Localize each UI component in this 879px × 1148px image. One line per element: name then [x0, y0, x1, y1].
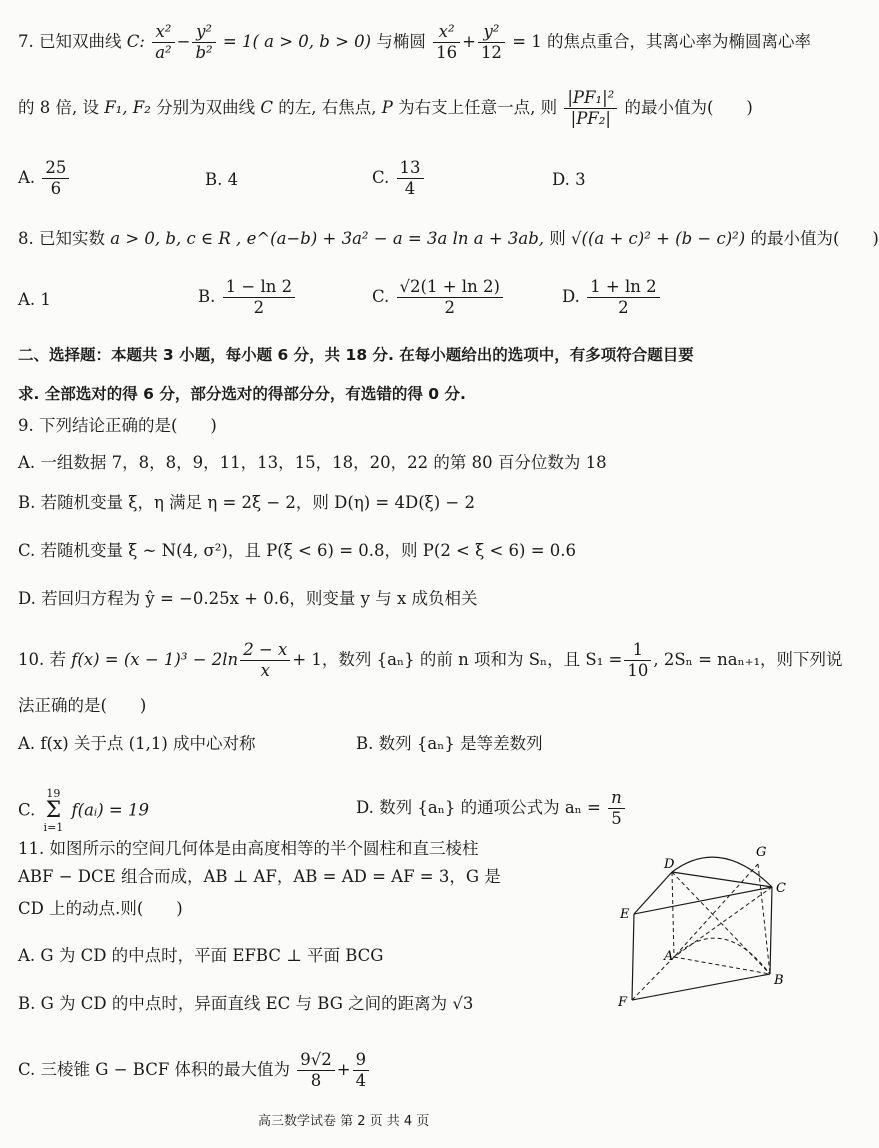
label-c: C: [776, 881, 786, 896]
q10-stem: 10. 若 f(x) = (x − 1)³ − 2ln $\frac{2 - x}{x}$ + 1，数列 {aₙ} 的前 n 项和为 Sₙ，且 S₁ = $\frac{1}{10}$ , 2Sₙ = naₙ₊₁，则下列说: [18, 640, 843, 680]
q10-option-b: B. 数列 {aₙ} 是等差数列: [356, 734, 543, 753]
q7-option-d: D. 3: [552, 170, 586, 189]
q11-option-a: A. G 为 CD 的中点时，平面 EFBC ⊥ 平面 BCG: [18, 946, 384, 965]
q9-stem: 9. 下列结论正确的是( ): [18, 416, 217, 435]
q9-option-d: D. 若回归方程为 ŷ = −0.25x + 0.6，则变量 y 与 x 成负相关: [18, 589, 478, 608]
q8-option-b: B. $\frac{1 - \ln 2}{2}$: [198, 277, 297, 318]
q7-option-c: C. $\frac{13}{4}$: [372, 158, 426, 199]
q11-line3: CD 上的动点.则( ): [18, 899, 183, 918]
q10-option-a: A. f(x) 关于点 (1,1) 成中心对称: [18, 734, 256, 753]
q11-option-b: B. G 为 CD 的中点时，异面直线 EC 与 BG 之间的距离为 √3: [18, 994, 474, 1013]
q9-option-a: A. 一组数据 7，8，8，9，11，13，15，18，20，22 的第 80 百分位数为 18: [18, 453, 607, 472]
geometry-figure: [612, 842, 802, 1014]
q10-line2: 法正确的是( ): [18, 696, 147, 715]
edge-ef: [632, 914, 634, 1000]
edge-fb: [632, 974, 770, 1000]
q11-option-c: C. 三棱锥 G − BCF 体积的最大值为 $\frac{9√2}{8}$ + $\frac{9}{4}$: [18, 1050, 371, 1091]
q9-option-b: B. 若随机变量 ξ，η 满足 η = 2ξ − 2，则 D(η) = 4D(ξ) − 2: [18, 493, 475, 512]
q8-option-c: C. $\frac{√2(1 + \ln 2)}{2}$: [372, 277, 505, 318]
q7-option-a: A. $\frac{25}{6}$: [18, 158, 71, 199]
q7-option-b: B. 4: [205, 170, 239, 189]
label-g: G: [756, 845, 767, 860]
label-e: E: [620, 907, 630, 922]
q10-option-d: D. 数列 {aₙ} 的通项公式为 aₙ = $\frac{n}{5}$: [356, 788, 627, 829]
arc-dgc: [672, 857, 772, 887]
label-b: B: [774, 973, 784, 988]
label-a: A: [664, 949, 674, 964]
page-footer: 高三数学试卷 第 2 页 共 4 页: [258, 1114, 430, 1129]
section2-line2: 求. 全部选对的得 6 分，部分选对的得部分分，有选错的得 0 分.: [18, 385, 466, 403]
q9-option-c: C. 若随机变量 ξ ~ N(4, σ²)，且 P(ξ < 6) = 0.8，则 P(2 < ξ < 6) = 0.6: [18, 541, 577, 560]
label-d: D: [664, 857, 675, 872]
q7-line2: 的 8 倍, 设 F₁, F₂ 分别为双曲线 C 的左, 右焦点, P 为右支上任意一点, 则 $\frac{\text{|PF₁|²}}{\text{|PF₂|}}$ 的最小值为( ): [18, 88, 753, 128]
q10-option-c: C. 19 Σ i=1 f(aᵢ) = 19: [18, 787, 149, 834]
q8-stem: 8. 已知实数 a > 0, b, c ∈ R , e^(a−b) + 3a² − a = 3a ln a + 3ab, 则 √((a + c)² + (b − c)²) 的最小值为( ): [18, 229, 879, 248]
label-f: F: [618, 995, 628, 1010]
q7-number: 7.: [18, 32, 34, 51]
q11-line1: 11. 如图所示的空间几何体是由高度相等的半个圆柱和直三棱柱: [18, 839, 479, 858]
section2-line1: 二、选择题：本题共 3 小题，每小题 6 分，共 18 分. 在每小题给出的选项中，有多项符合题目要: [18, 346, 694, 364]
q8-option-d: D. $\frac{1 + \ln 2}{2}$: [562, 277, 662, 318]
q8-option-a: A. 1: [18, 290, 51, 309]
q7-line1: 7. 已知双曲线 C: $\frac{\text{x²}}{\text{a²}}$ − $\frac{\text{y²}}{\text{b²}}$ = 1( a > 0, b > 0) 与椭圆 $\frac{\text{x²}}{16}$ + $\frac{\text{y²}}{12}$ = 1 的焦点重合，其离心率为椭圆离心率: [18, 22, 812, 62]
edge-cb: [770, 887, 772, 974]
q11-line2: ABF − DCE 组合而成，AB ⊥ AF，AB = AD = AF = 3，G 是: [18, 867, 501, 886]
